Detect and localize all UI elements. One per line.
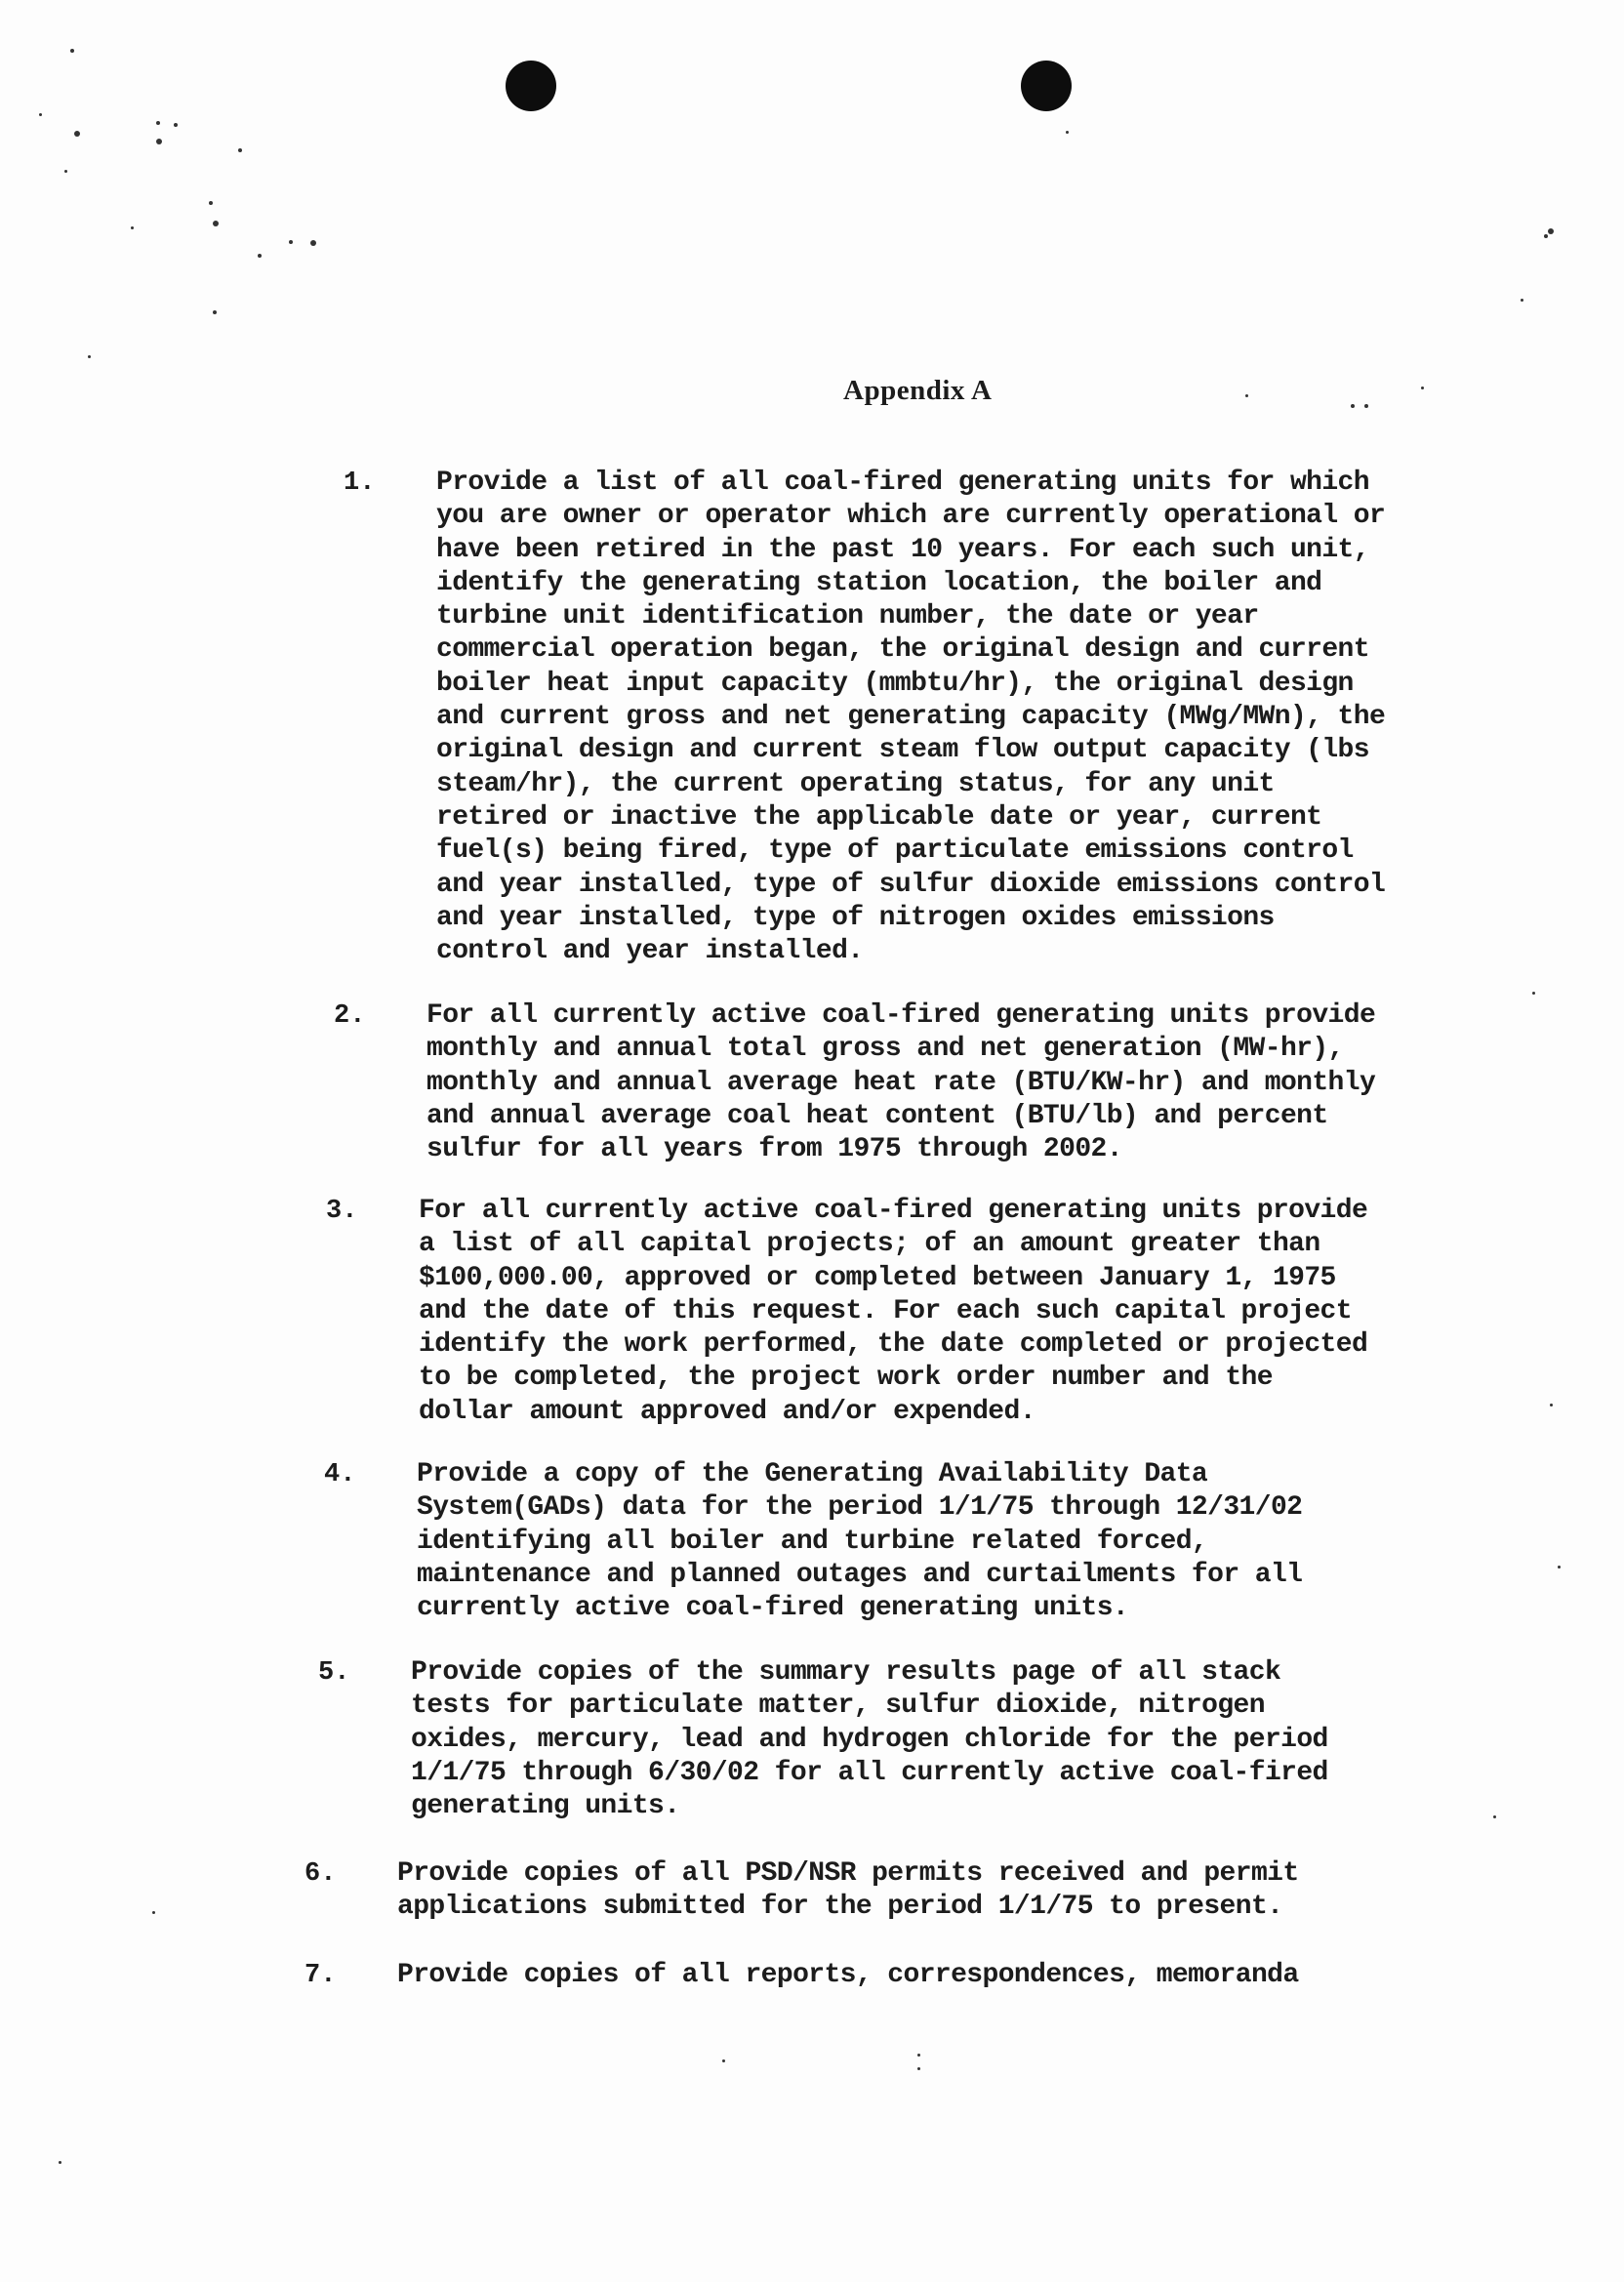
item-number: 2. (334, 1001, 366, 1031)
scan-speck (64, 170, 67, 173)
scan-speck (1548, 228, 1554, 234)
scan-speck (1351, 404, 1355, 408)
item-number: 5. (318, 1658, 350, 1688)
scan-speck (174, 123, 178, 127)
scan-speck (156, 139, 162, 144)
scan-speck (152, 1911, 155, 1914)
scan-speck (213, 310, 217, 314)
page-title: Appendix A (843, 375, 993, 406)
scan-speck (238, 148, 242, 152)
item-number: 4. (324, 1460, 356, 1489)
scan-speck (1544, 234, 1548, 238)
scan-speck (1532, 992, 1535, 995)
scan-speck (289, 240, 293, 244)
scan-speck (131, 226, 134, 229)
scan-speck (917, 2067, 920, 2070)
item-text: Provide a list of all coal-fired generating units for which you are owner or operator which are currently operational or have been retired in the past 10 years. For each such unit, identify the generating station location, the boiler and turbine unit identification number, the date or year commercial operation began, the original design and current boiler heat input capacity (mmbtu/hr), the original design and current gross and net generating capacity (MWg/MWn), the original design and current steam flow output capacity (lbs steam/hr), the current operating status, for any unit retired or inactive the applicable date or year, current fuel(s) being fired, type of particulate emissions control and year installed, type of sulfur dioxide emissions control and year installed, type of nitrogen oxides emissions control and year installed. (436, 468, 1386, 967)
scan-speck (209, 201, 213, 205)
scan-speck (213, 221, 219, 226)
scan-speck (59, 2161, 61, 2164)
punch-hole-right (1021, 61, 1072, 111)
scan-speck (1421, 387, 1424, 389)
scan-speck (1245, 394, 1248, 397)
scan-speck (88, 355, 91, 358)
scan-speck (1364, 404, 1368, 408)
item-text: For all currently active coal-fired generating units provide monthly and annual total gross and net generation (MW-hr), monthly and annual average heat rate (BTU/KW-hr) and monthly and annual average coal heat content (BTU/lb) and percent sulfur for all years from 1975 through 2002. (426, 1000, 1376, 1165)
item-text: Provide copies of all PSD/NSR permits received and permit applications submitted for the period 1/1/75 to present. (397, 1858, 1299, 1923)
item-number: 7. (304, 1961, 337, 1990)
scan-speck (1521, 299, 1523, 302)
punch-hole-left (506, 61, 556, 111)
item-text: Provide copies of the summary results page of all stack tests for particulate matter, sulfur dioxide, nitrogen oxides, mercury, lead and hydrogen chloride for the period 1/1/75 through 6/30/02 for all currently active coal-fired generating units. (411, 1657, 1328, 1822)
scan-speck (1066, 131, 1069, 134)
scan-speck (74, 131, 80, 137)
item-text: For all currently active coal-fired generating units provide a list of all capital projects; of an amount greater than $100,000.00, approved or completed between January 1, 1975 and the date of this request. For each such capital project identify the work performed, the date completed or projected to be completed, the project work order number and the dollar amount approved and/or expended. (419, 1196, 1368, 1427)
item-text: Provide copies of all reports, correspondences, memoranda (397, 1960, 1299, 1990)
item-text: Provide a copy of the Generating Availability Data System(GADs) data for the period 1/1/75 through 12/31/02 identifying all boiler and turbine related forced, maintenance and planned outages and curtailments for all currently active coal-fired generating units. (417, 1459, 1303, 1624)
scan-speck (39, 113, 42, 116)
scan-speck (258, 254, 262, 258)
scan-speck (722, 2059, 725, 2062)
item-number: 1. (344, 469, 376, 498)
scan-speck (917, 2054, 920, 2057)
scan-speck (310, 240, 316, 246)
scan-speck (156, 121, 160, 125)
item-number: 6. (304, 1859, 337, 1889)
scan-speck (70, 49, 74, 53)
item-number: 3. (326, 1197, 358, 1226)
